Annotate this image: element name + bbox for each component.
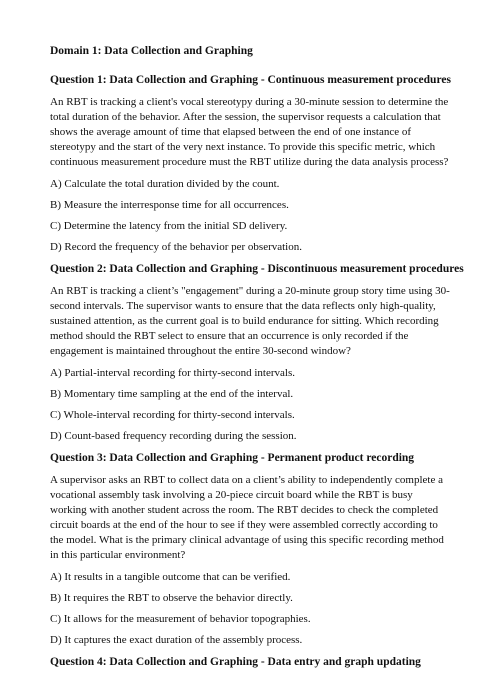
question-3 <box>50 451 450 647</box>
question-text: A supervisor asks an RBT to collect data on a client’s ability to independently complete a vocational assembly task involving a 20-piece circuit board while the RBT is busy working with another student across the room. The RBT decides to check the completed circuit boards at the end of the hour to see if they were assembled correctly according to the model. What is the primary clinical advantage of using this specific recording method in this particular environment? <box>50 474 444 561</box>
answer-option: A) Partial-interval recording for thirty-second intervals. <box>50 367 295 379</box>
answer-option: A) It results in a tangible outcome that can be verified. <box>50 571 291 583</box>
question-1 <box>50 73 450 254</box>
question-title: Question 3: Data Collection and Graphing - Permanent product recording <box>50 452 415 464</box>
answer-option: A) Calculate the total duration divided by the count. <box>50 178 280 190</box>
answer-option: D) Count-based frequency recording during the session. <box>50 430 297 442</box>
document-page <box>50 44 464 677</box>
answer-option: B) Momentary time sampling at the end of the interval. <box>50 388 294 400</box>
question-2 <box>50 262 464 443</box>
question-title: Question 2: Data Collection and Graphing - Discontinuous measurement procedures <box>50 263 464 275</box>
question-4 <box>50 655 450 669</box>
answer-option: C) It allows for the measurement of behavior topographies. <box>50 613 311 625</box>
domain-title: Domain 1: Data Collection and Graphing <box>50 45 253 57</box>
answer-option: C) Whole-interval recording for thirty-second intervals. <box>50 409 295 421</box>
answer-option: B) It requires the RBT to observe the behavior directly. <box>50 592 293 604</box>
question-text: An RBT is tracking a client’s "engagement" during a 20-minute group story time using 30-second intervals. The supervisor wants to ensure that the data reflects only high-quality, sustained attention, as the current goal is to build endurance for sitting. Which recording method should the RBT select to ensure that an occurrence is only recorded if the engagement is maintained throughout the entire 30-second window? <box>50 285 450 357</box>
answer-option: C) Determine the latency from the initial SD delivery. <box>50 220 288 232</box>
question-title: Question 1: Data Collection and Graphing - Continuous measurement procedures <box>50 74 451 86</box>
answer-option: B) Measure the interresponse time for all occurrences. <box>50 199 289 211</box>
answer-option: D) Record the frequency of the behavior per observation. <box>50 241 302 253</box>
answer-option: D) It captures the exact duration of the assembly process. <box>50 634 303 646</box>
question-text: An RBT is tracking a client's vocal stereotypy during a 30-minute session to determine the total duration of the behavior. After the session, the supervisor requests a calculation that shows the average amount of time that elapsed between the end of one instance of stereotypy and the start of the very next instance. To provide this specific metric, which continuous measurement procedure must the RBT utilize during the data analysis process? <box>50 96 449 168</box>
question-title: Question 4: Data Collection and Graphing - Data entry and graph updating <box>50 656 421 668</box>
